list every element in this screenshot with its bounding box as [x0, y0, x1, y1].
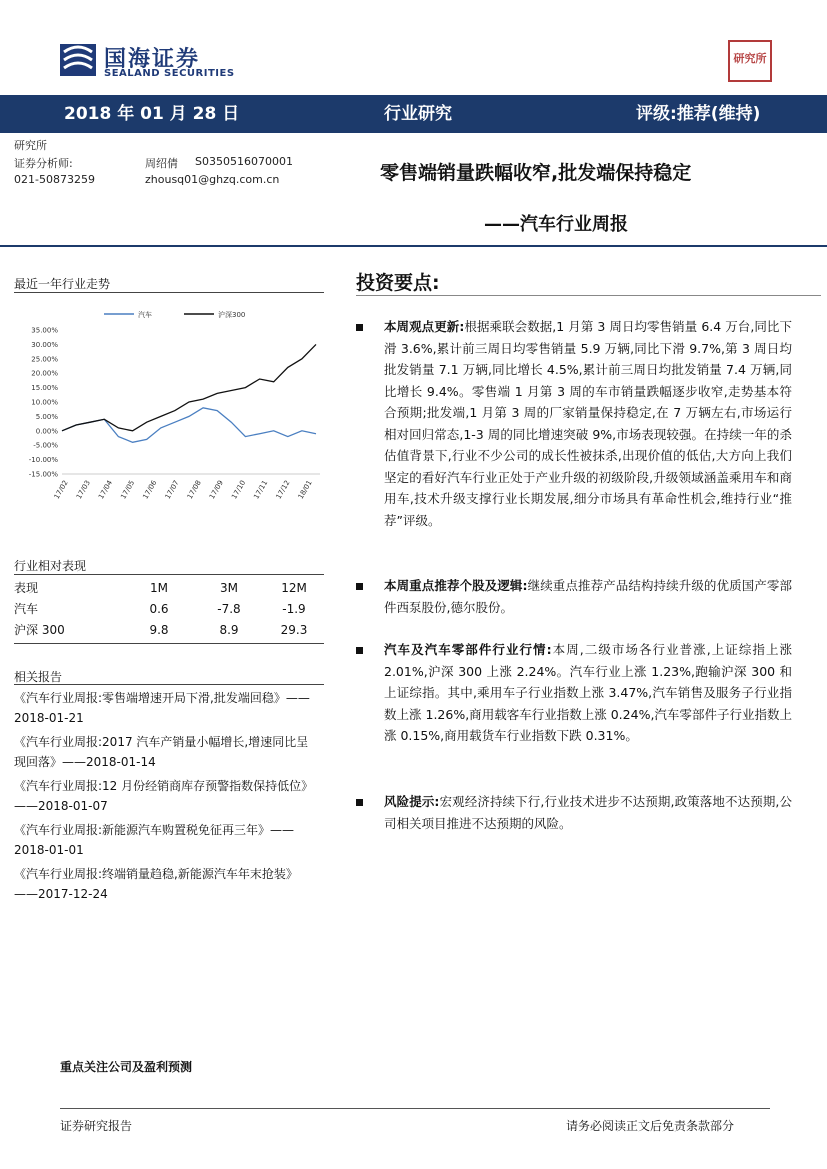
report-date: 2018 年 01 月 28 日 [64, 104, 240, 124]
analyst-org: 研究所 [14, 139, 47, 152]
stamp-seal [728, 40, 772, 82]
logo-icon [58, 40, 98, 80]
x-tick-label: 17/02 [52, 479, 70, 501]
y-tick-label: 0.00% [35, 427, 58, 436]
bullet-label: 本周重点推荐个股及逻辑: [384, 578, 528, 593]
analyst-email[interactable]: zhousq01@ghzq.com.cn [145, 173, 280, 186]
bullet-item [384, 575, 792, 618]
footer-rule [60, 1108, 770, 1109]
bullet-label: 本周观点更新: [384, 319, 465, 334]
y-tick-label: 20.00% [31, 369, 58, 378]
header-rule [0, 245, 827, 247]
perf-divider [14, 574, 324, 575]
page-title: 零售端销量跌幅收窄,批发端保持稳定 [380, 162, 692, 184]
x-tick-label: 17/05 [119, 479, 137, 501]
list-item[interactable]: 《汽车行业周报:12 月份经销商库存预警指数保持低位》——2018-01-07 [14, 779, 314, 813]
analyst-cert: S0350516070001 [195, 155, 293, 168]
perf-cell: 汽车 [14, 602, 39, 616]
x-tick-label: 17/04 [97, 479, 115, 501]
y-tick-label: -10.00% [28, 456, 58, 465]
bullet-item [384, 316, 792, 531]
y-tick-label: 10.00% [31, 398, 58, 407]
perf-cell: 沪深 300 [14, 623, 65, 637]
analyst-phone: 021-50873259 [14, 173, 95, 186]
x-tick-label: 17/10 [230, 479, 248, 501]
x-tick-label: 17/06 [141, 479, 159, 501]
page-subtitle: ——汽车行业周报 [484, 214, 628, 235]
bullet-icon [356, 647, 363, 654]
bullet-label: 汽车及汽车零部件行业行情: [384, 642, 552, 657]
x-tick-label: 17/11 [252, 479, 270, 501]
related-title: 相关报告 [14, 670, 63, 684]
legend-label: 汽车 [138, 311, 152, 319]
y-tick-label: 15.00% [31, 384, 58, 393]
logo-cn: 国海证券 [104, 47, 201, 72]
trend-title: 最近一年行业走势 [14, 277, 111, 291]
perf-header: 3M [220, 580, 238, 595]
perf-header: 12M [281, 580, 307, 595]
y-tick-label: 25.00% [31, 355, 58, 364]
analyst-name: 周绍倩 [145, 157, 178, 170]
header-banner [0, 95, 827, 133]
x-tick-label: 17/08 [185, 479, 203, 501]
series-line-auto [62, 408, 316, 443]
series-line-hs300 [62, 344, 316, 430]
logo [58, 40, 98, 80]
key-points-divider [356, 295, 821, 296]
perf-cell: 8.9 [219, 622, 239, 637]
perf-bottom-divider [14, 643, 324, 644]
x-tick-label: 17/03 [74, 479, 92, 501]
logo-en: SEALAND SECURITIES [104, 68, 235, 79]
perf-header: 1M [150, 580, 168, 595]
bullet-icon [356, 324, 363, 331]
x-tick-label: 18/01 [296, 479, 314, 501]
list-item[interactable]: 《汽车行业周报:零售端增速开局下滑,批发端回稳》——2018-01-21 [14, 691, 310, 725]
list-item[interactable]: 《汽车行业周报:2017 汽车产销量小幅增长,增速同比呈现回落》——2018-01-14 [14, 735, 309, 769]
perf-header: 表现 [14, 581, 39, 595]
report-category: 行业研究 [384, 104, 452, 124]
perf-cell: 9.8 [149, 622, 169, 637]
x-tick-label: 17/09 [207, 479, 226, 501]
bullet-text: 宏观经济持续下行,行业技术进步不达预期,政策落地不达预期,公司相关项目推进不达预期的风险。 [384, 794, 793, 831]
y-tick-label: 35.00% [31, 326, 58, 335]
bullet-text: 根据乘联会数据,1 月第 3 周日均零售销量 6.4 万台,同比下滑 3.6%,累计前三周日均零售销量 5.9 万辆,同比下滑 9.7%,第 3 周日均批发销量 7.1 万辆,同比增长 4.5%,累计前三周日均批发销量 7.4 万辆,同比增长 9.4%。零售端 1 月第 3 周的车市销量跌幅逐步收窄,走势基本符合预期;批发端,1 月第 3 周的厂家销量保持稳定,在 7 万辆左右,市场运行相对回归常态,1-3 周的同比增速突破 9%,市场表现较强。在持续一年的杀估值背景下,行业不少公司的成长性被抹杀,出现价值的低估,大方向上我们坚定的看好汽车行业正处于产业升级的初级阶段,升级领域涵盖乘用车和商用车,技术升级支撑行业长期发展,细分市场具有革命性机会,维持行业“推荐”评级。 [384, 319, 792, 528]
bullet-icon [356, 583, 363, 590]
perf-table [14, 577, 324, 640]
bullet-item [384, 639, 792, 747]
trend-chart [14, 300, 324, 530]
table-row [14, 577, 324, 598]
bullet-icon [356, 799, 363, 806]
bullet-label: 风险提示: [384, 794, 440, 809]
x-tick-label: 17/12 [274, 479, 292, 501]
x-tick-label: 17/07 [163, 479, 181, 501]
y-tick-label: 5.00% [35, 412, 58, 421]
report-rating: 评级:推荐(维持) [636, 104, 761, 124]
trend-divider [14, 292, 324, 293]
bullet-item [384, 791, 792, 834]
perf-cell: 29.3 [280, 622, 308, 637]
legend-label: 沪深300 [218, 311, 246, 319]
analyst-role: 证券分析师: [14, 157, 73, 170]
key-points-heading: 投资要点: [356, 272, 440, 294]
related-divider [14, 684, 324, 685]
bullet-text: 本周,二级市场各行业普涨,上证综指上涨 2.01%,沪深 300 上涨 2.24%。汽车行业上涨 1.23%,跑输沪深 300 和上证综指。其中,乘用车子行业指数上涨 3.47%,汽车销售及服务子行业指数上涨 1.26%,商用载客车行业指数上涨 0.24%,汽车零部件子行业指数上涨 0.15%,商用载货车行业指数下跌 0.31%。 [384, 642, 793, 743]
y-tick-label: -5.00% [33, 441, 58, 450]
y-tick-label: 30.00% [31, 340, 58, 349]
table-row [14, 598, 324, 619]
stamp-text: 研究所 [733, 52, 767, 65]
footer-left: 证券研究报告 [60, 1119, 133, 1133]
list-item[interactable]: 《汽车行业周报:终端销量趋稳,新能源汽车年末抢装》——2017-12-24 [14, 867, 298, 901]
related-list [14, 688, 314, 908]
list-item[interactable]: 《汽车行业周报:新能源汽车购置税免征再三年》——2018-01-01 [14, 823, 295, 857]
footer-right: 请务必阅读正文后免责条款部分 [566, 1119, 735, 1133]
perf-title: 行业相对表现 [14, 559, 87, 573]
y-tick-label: -15.00% [28, 470, 58, 479]
bullet-text: 继续重点推荐产品结构持续升级的优质国产零部件西泵股份,德尔股份。 [384, 578, 792, 615]
perf-cell: -7.8 [217, 601, 241, 616]
perf-cell: 0.6 [149, 601, 169, 616]
table-row [14, 619, 324, 640]
perf-cell: -1.9 [282, 601, 306, 616]
focus-title: 重点关注公司及盈利预测 [60, 1060, 193, 1074]
